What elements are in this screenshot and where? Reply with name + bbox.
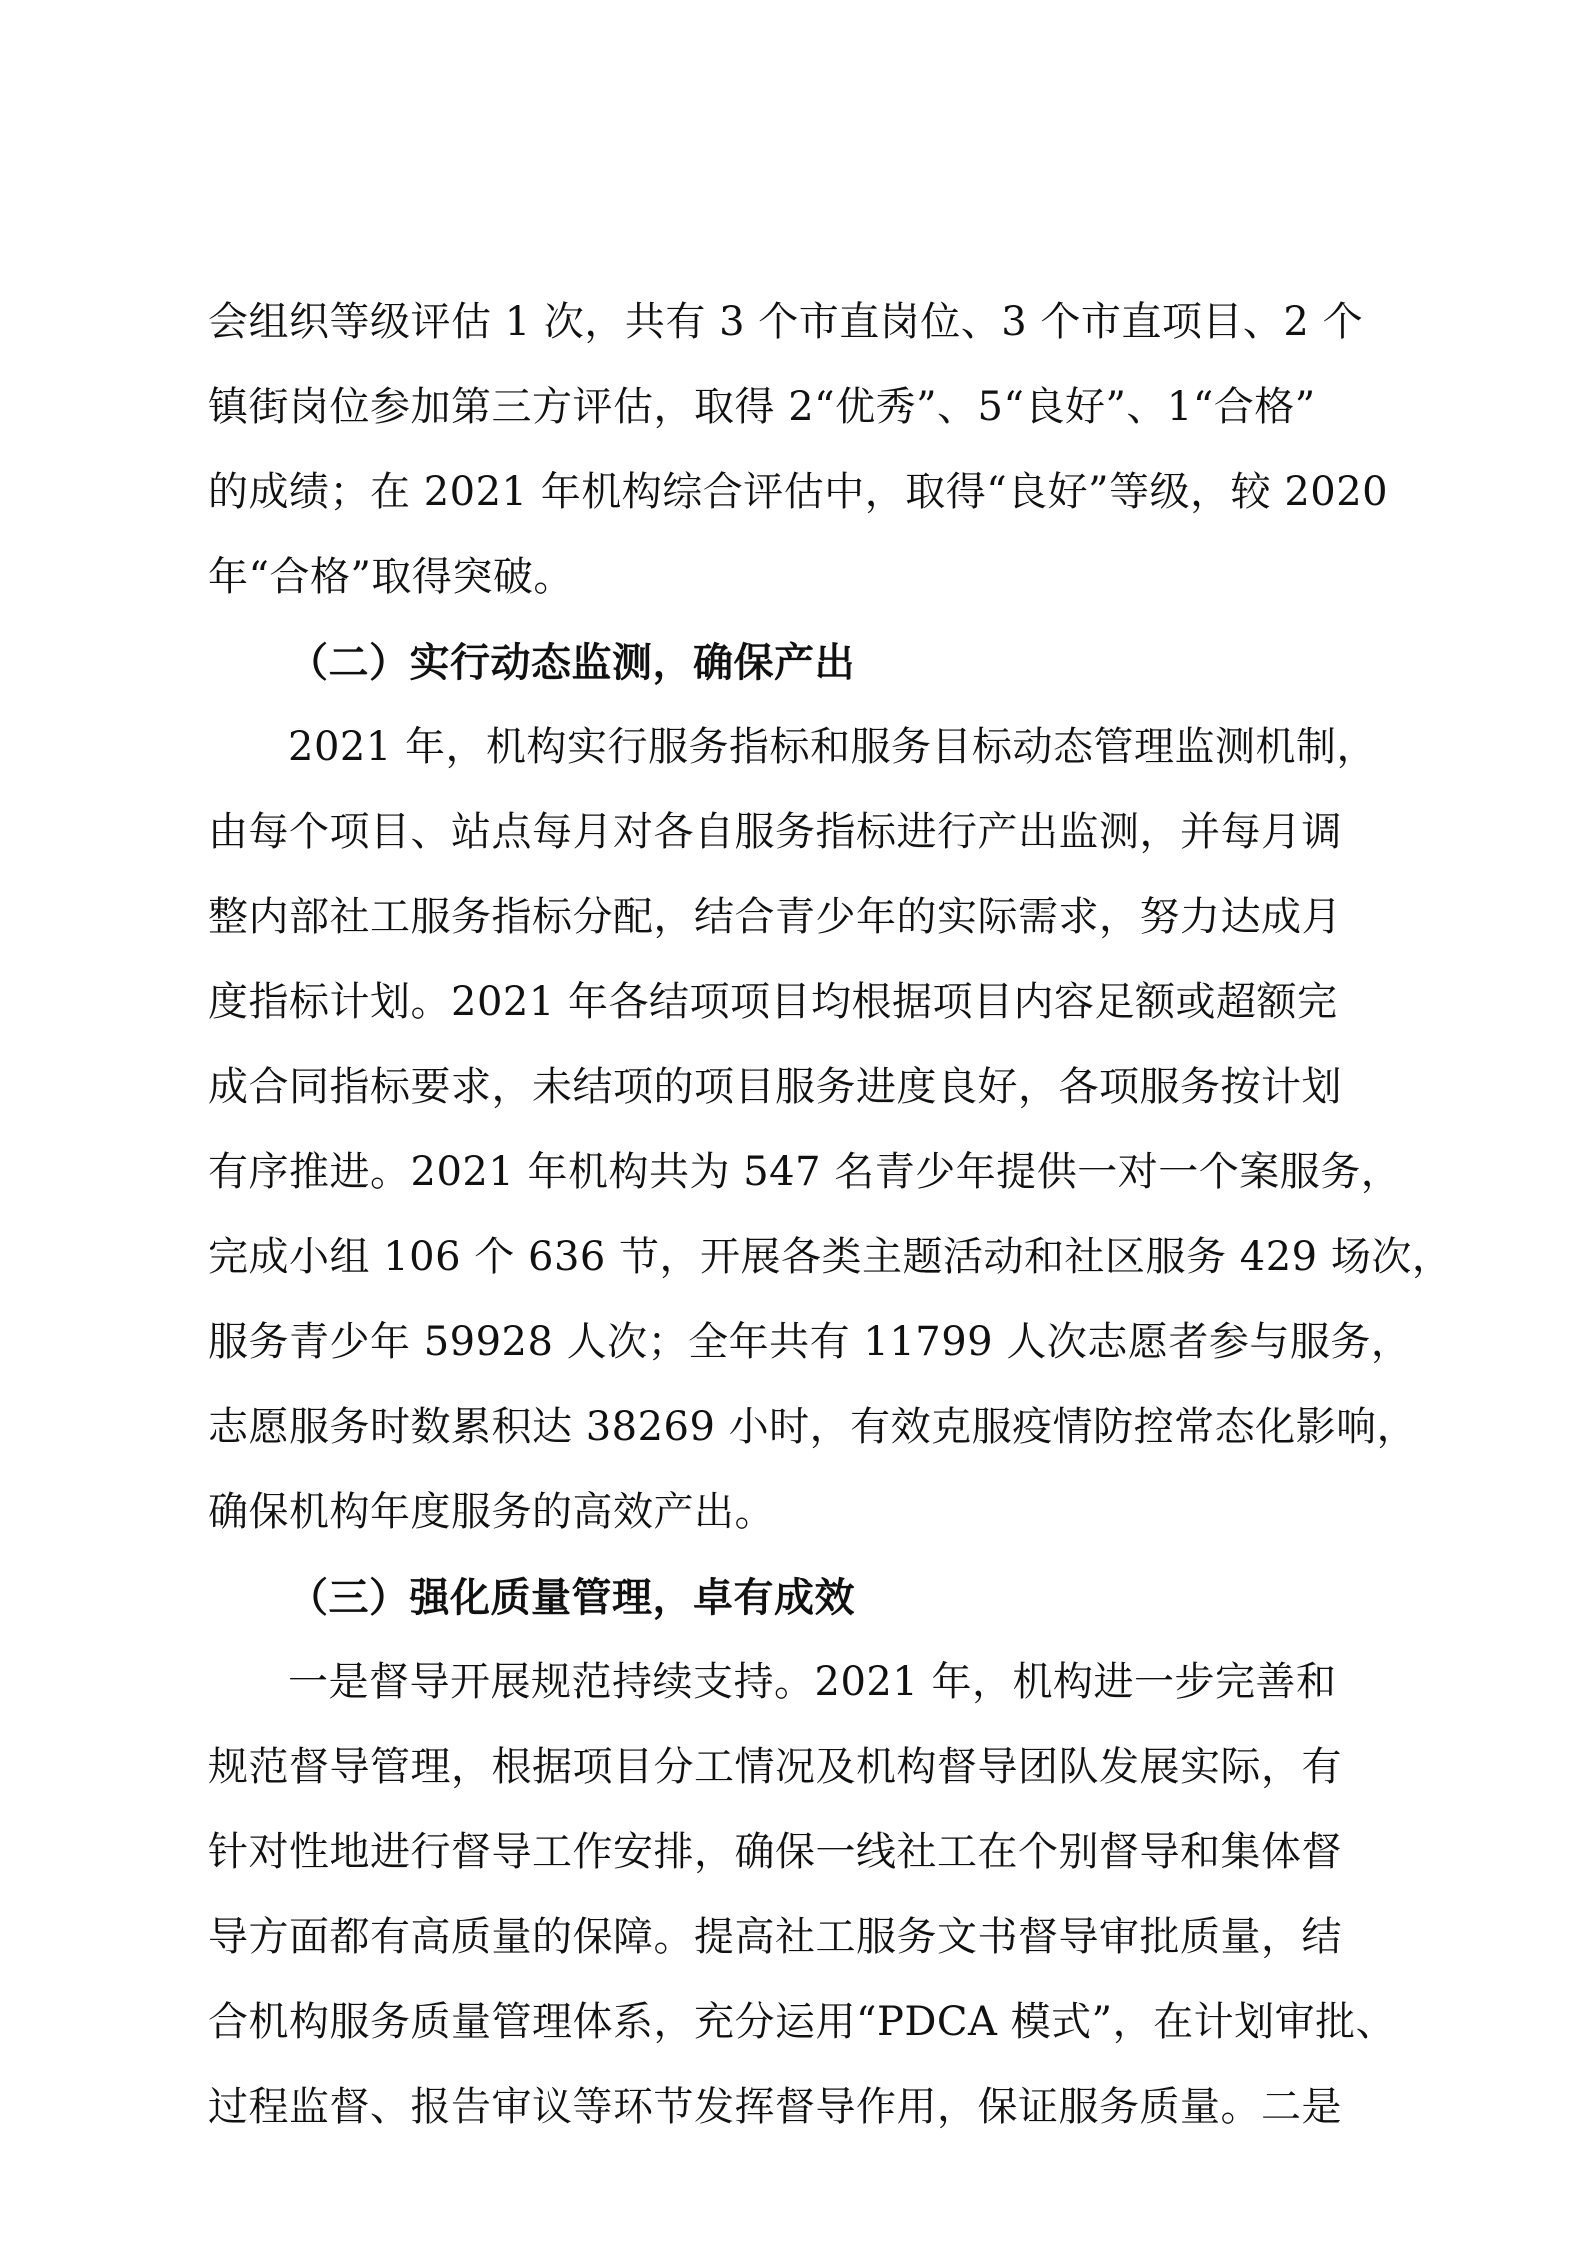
- section-heading: （三）强化质量管理，卓有成效: [288, 1574, 855, 1621]
- paragraph-line: 整内部社工服务指标分配，结合青少年的实际需求，努力达成月: [208, 894, 1342, 940]
- paragraph-line: 志愿服务时数累积达 38269 小时，有效克服疫情防控常态化影响，: [208, 1404, 1418, 1450]
- paragraph-line: 一是督导开展规范持续支持。2021 年，机构进一步完善和: [288, 1659, 1337, 1705]
- paragraph-line: 由每个项目、站点每月对各自服务指标进行产出监测，并每月调: [208, 809, 1342, 855]
- paragraph-line: 2021 年，机构实行服务指标和服务目标动态管理监测机制，: [288, 724, 1378, 770]
- paragraph-line: 完成小组 106 个 636 节，开展各类主题活动和社区服务 429 场次，: [208, 1234, 1453, 1280]
- paragraph-line: 年“合格”取得突破。: [208, 554, 574, 600]
- paragraph-line: 的成绩；在 2021 年机构综合评估中，取得“良好”等级，较 2020: [208, 469, 1389, 515]
- paragraph-line: 服务青少年 59928 人次；全年共有 11799 人次志愿者参与服务，: [208, 1319, 1412, 1365]
- paragraph-line: 成合同指标要求，未结项的项目服务进度良好，各项服务按计划: [208, 1064, 1342, 1110]
- paragraph-line: 针对性地进行督导工作安排，确保一线社工在个别督导和集体督: [208, 1829, 1342, 1875]
- paragraph-line: 规范督导管理，根据项目分工情况及机构督导团队发展实际，有: [208, 1744, 1342, 1790]
- paragraph-line: 会组织等级评估 1 次，共有 3 个市直岗位、3 个市直项目、2 个: [208, 299, 1364, 345]
- paragraph-line: 有序推进。2021 年机构共为 547 名青少年提供一对一个案服务，: [208, 1149, 1402, 1195]
- paragraph-line: 镇街岗位参加第三方评估，取得 2“优秀”、5“良好”、1“合格”: [208, 384, 1316, 430]
- paragraph-line: 度指标计划。2021 年各结项项目均根据项目内容足额或超额完: [208, 979, 1338, 1025]
- paragraph-line: 过程监督、报告审议等环节发挥督导作用，保证服务质量。二是: [208, 2084, 1342, 2130]
- paragraph-line: 合机构服务质量管理体系，充分运用“PDCA 模式”，在计划审批、: [208, 1999, 1397, 2045]
- paragraph-line: 导方面都有高质量的保障。提高社工服务文书督导审批质量，结: [208, 1914, 1342, 1960]
- paragraph-line: 确保机构年度服务的高效产出。: [208, 1489, 775, 1535]
- document-body: [208, 280, 1453, 2150]
- section-heading: （二）实行动态监测，确保产出: [288, 639, 855, 686]
